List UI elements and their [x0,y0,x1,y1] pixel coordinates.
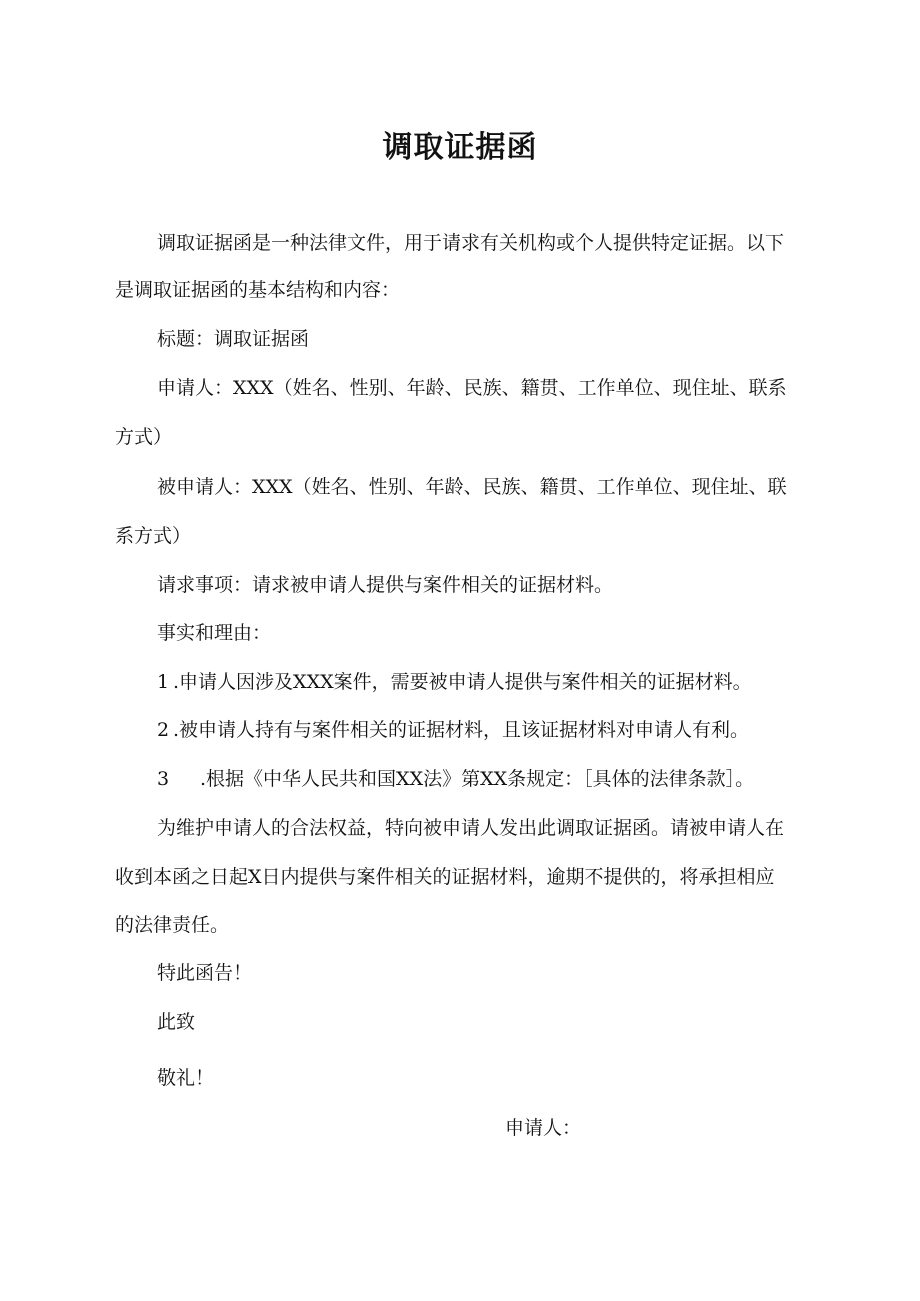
respondent-line-1: 被申请人：XXX（姓名、性别、年龄、民族、籍贯、工作单位、现住址、联 [157,476,787,498]
respondent-line-2: 系方式） [115,525,192,547]
intro-line-1: 调取证据函是一种法律文件，用于请求有关机构或个人提供特定证据。以下 [157,232,785,254]
list-item-number: 1 [157,671,170,693]
salutation-line-1: 此致 [157,1011,196,1033]
signature-label: 申请人： [505,1117,582,1139]
list-item-text: .根据《中华人民共和国XX法》第XX条规定：［具体的法律条款］。 [200,768,755,790]
list-item [157,669,752,695]
list-item-text: .被申请人持有与案件相关的证据材料，且该证据材料对申请人有利。 [173,719,750,741]
list-item [157,717,749,743]
closing-line-2: 收到本函之日起X日内提供与案件相关的证据材料，逾期不提供的，将承担相应 [115,866,775,888]
notice-line: 特此函告！ [157,962,253,984]
salutation-line-2: 敬礼！ [157,1067,215,1089]
applicant-line-2: 方式） [115,426,173,448]
intro-line-2: 是调取证据函的基本结构和内容： [115,279,401,301]
facts-heading: 事实和理由： [157,622,272,644]
list-item-text: .申请人因涉及XXX案件，需要被申请人提供与案件相关的证据材料。 [173,671,752,693]
title-field: 标题：调取证据函 [157,328,310,350]
list-item-number: 3 [157,768,170,790]
closing-line-1: 为维护申请人的合法权益，特向被申请人发出此调取证据函。请被申请人在 [157,817,785,839]
closing-line-3: 的法律责任。 [115,914,230,936]
list-item-number: 2 [157,719,170,741]
document-title: 调取证据函 [382,130,538,165]
request-line: 请求事项：请求被申请人提供与案件相关的证据材料。 [157,574,614,596]
applicant-line-1: 申请人：XXX（姓名、性别、年龄、民族、籍贯、工作单位、现住址、联系 [157,377,787,399]
list-item [157,766,754,792]
